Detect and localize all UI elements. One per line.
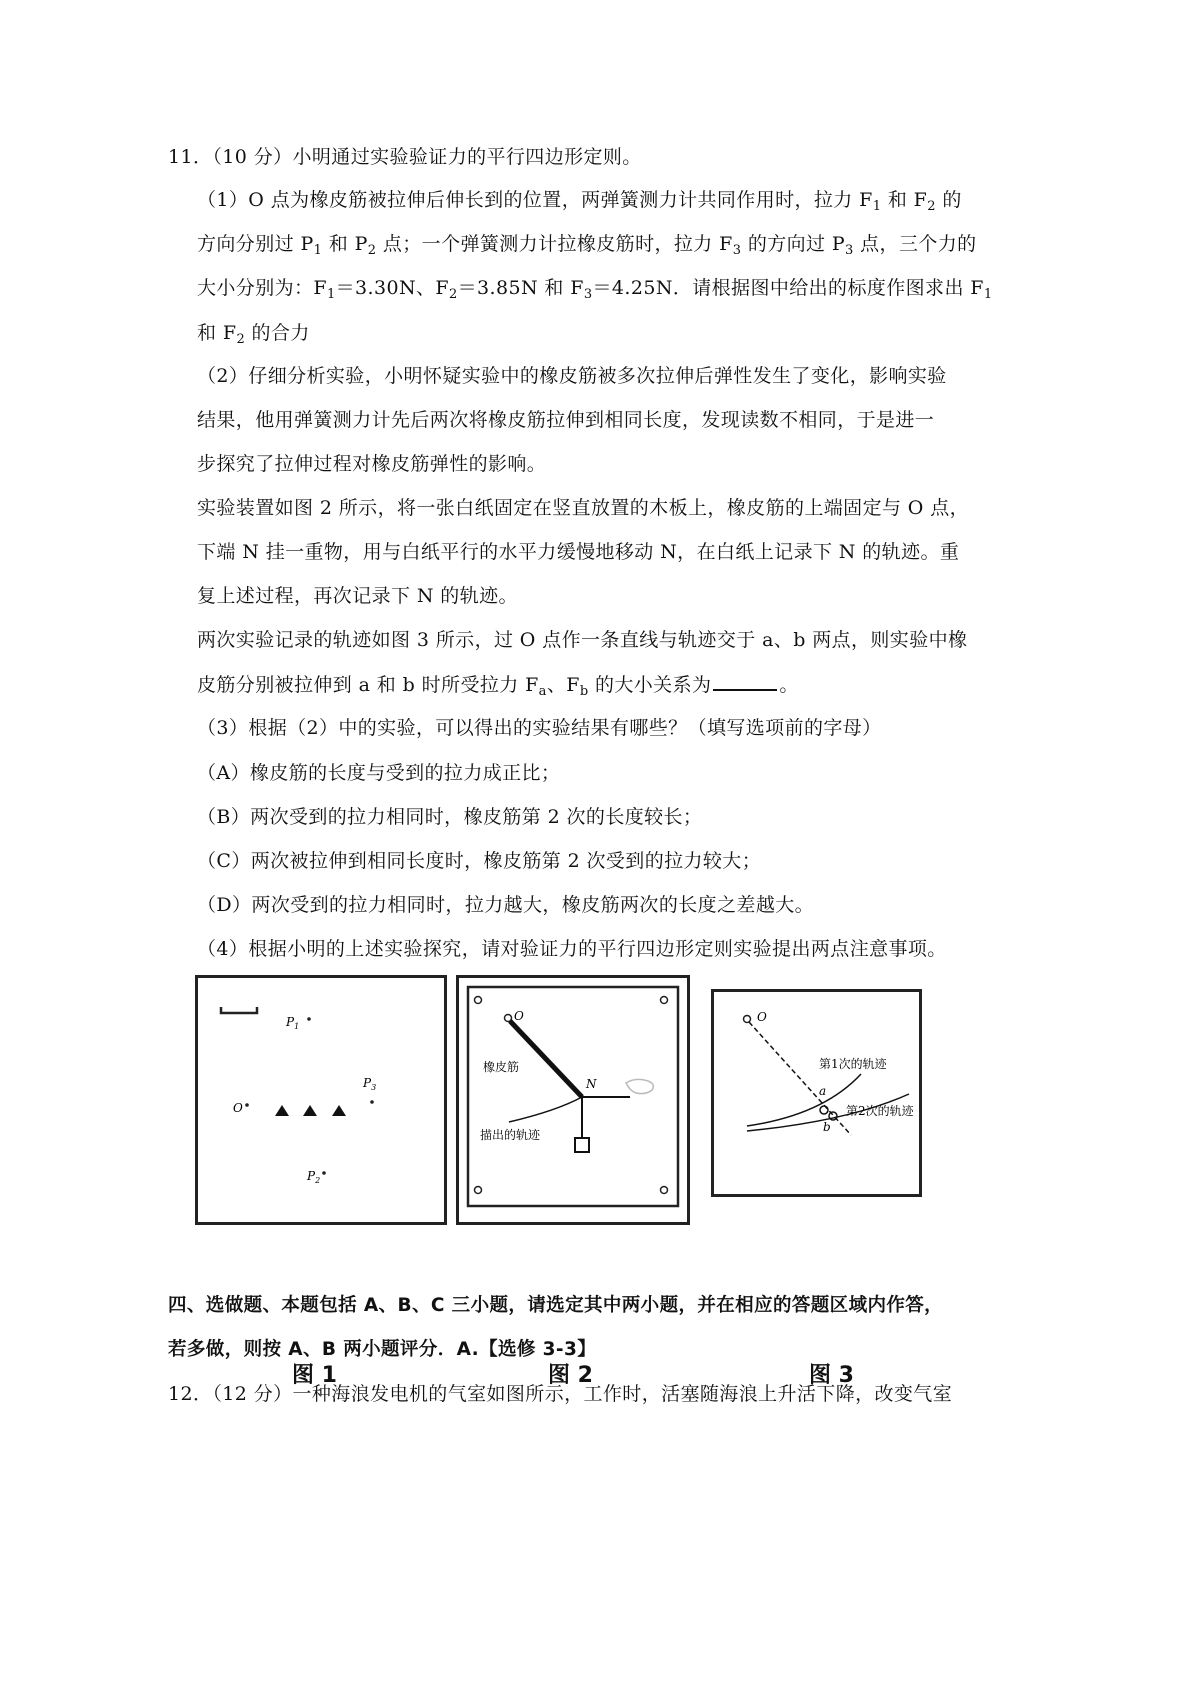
q11-part2-line2: 结果，他用弹簧测力计先后两次将橡皮筋拉伸到相同长度，发现读数不相同，于是进一 — [197, 409, 935, 431]
q11-setup-line1: 实验装置如图 2 所示，将一张白纸固定在竖直放置的木板上，橡皮筋的上端固定与 O 点， — [197, 497, 970, 519]
o-label: O — [233, 1101, 243, 1115]
a-label: a — [819, 1084, 827, 1098]
q11-result-line1: 两次实验记录的轨迹如图 3 所示，过 O 点作一条直线与轨迹交于 a、b 两点，则实验中橡 — [197, 629, 968, 651]
second-track-label: 第2次的轨迹 — [846, 1104, 914, 1118]
o-label: O — [757, 1010, 767, 1024]
q12-line1: 12．（12 分）一种海浪发电机的气室如图所示，工作时，活塞随海浪上升活下降，改变气室 — [168, 1383, 953, 1405]
option-b: （B）两次受到的拉力相同时，橡皮筋第 2 次的长度较长； — [197, 806, 703, 828]
weight-icon — [575, 1138, 589, 1152]
answer-blank[interactable] — [713, 671, 777, 691]
option-c: （C）两次被拉伸到相同长度时，橡皮筋第 2 次受到的拉力较大； — [197, 850, 762, 872]
p2-label: $P_2$ — [307, 1169, 321, 1185]
figure-3 — [711, 989, 922, 1197]
rubber-band-label: 橡皮筋 — [483, 1060, 520, 1074]
option-a: （A）橡皮筋的长度与受到的拉力成正比； — [197, 762, 561, 784]
q11-part1-line2: 方向分别过 $P_1$ 和 $P_2$ 点；一个弹簧测力计拉橡皮筋时，拉力 $F_3$ 的方向过 $P_3$ 点，三个力的 — [197, 233, 977, 258]
o-point — [245, 1103, 249, 1107]
q11-setup-line3: 复上述过程，再次记录下 N 的轨迹。 — [197, 585, 518, 607]
q11-part1-line1: （1）O 点为橡皮筋被拉伸后伸长到的位置，两弹簧测力计共同作用时，拉力 $F_1$ 和 $F_2$ 的 — [197, 189, 962, 214]
n-label: N — [586, 1077, 597, 1091]
q11-part1-line4: 和 $F_2$ 的合力 — [197, 322, 310, 347]
b-label: b — [823, 1120, 831, 1134]
q11-title: 11．（10 分）小明通过实验验证力的平行四边形定则。 — [168, 146, 642, 168]
wooden-board — [468, 987, 678, 1206]
section4-line1: 四、选做题、本题包括 A、B、C 三小题，请选定其中两小题，并在相应的答题区域内作答， — [168, 1295, 944, 1316]
figure-2 — [456, 975, 690, 1225]
p2-point — [322, 1171, 326, 1175]
q11-part3: （3）根据（2）中的实验，可以得出的实验结果有哪些？（填写选项前的字母） — [197, 717, 882, 739]
section4-line2: 若多做，则按 A、B 两小题评分．A.【选修 3-3】 — [168, 1339, 597, 1360]
q11-setup-line2: 下端 N 挂一重物，用与白纸平行的水平力缓慢地移动 N，在白纸上记录下 N 的轨迹。重 — [197, 541, 960, 563]
p1-point — [307, 1017, 311, 1021]
q11-part1-line3: 大小分别为：$F_1=3.30N$、$F_2=3.85N$ 和 $F_3=4.25N$．请根据图中给出的标度作图求出 $F_1$ — [197, 277, 993, 302]
figure-1-caption: 图 1 — [292, 1363, 337, 1388]
q11-part2-line3: 步探究了拉伸过程对橡皮筋弹性的影响。 — [197, 453, 547, 475]
q11-part2-line1: （2）仔细分析实验，小明怀疑实验中的橡皮筋被多次拉伸后弹性发生了变化，影响实验 — [197, 365, 947, 387]
o-label: O — [514, 1009, 524, 1023]
track-label: 描出的轨迹 — [480, 1128, 541, 1142]
q11-result-line2: 皮筋分别被拉伸到 a 和 b 时所受拉力 $F_a$、$F_b$ 的大小关系为 。 — [197, 671, 799, 698]
p3-point — [370, 1100, 374, 1104]
p3-label: $P_3$ — [363, 1076, 377, 1092]
q11-part4: （4）根据小明的上述实验探究，请对验证力的平行四边形定则实验提出两点注意事项。 — [197, 938, 947, 960]
option-d: （D）两次受到的拉力相同时，拉力越大，橡皮筋两次的长度之差越大。 — [197, 894, 815, 916]
figure-2-caption: 图 2 — [548, 1363, 593, 1388]
p1-label: $P_1$ — [286, 1015, 300, 1031]
figure-1 — [195, 975, 447, 1225]
first-track-label: 第1次的轨迹 — [819, 1057, 887, 1071]
figure-3-caption: 图 3 — [809, 1363, 854, 1388]
